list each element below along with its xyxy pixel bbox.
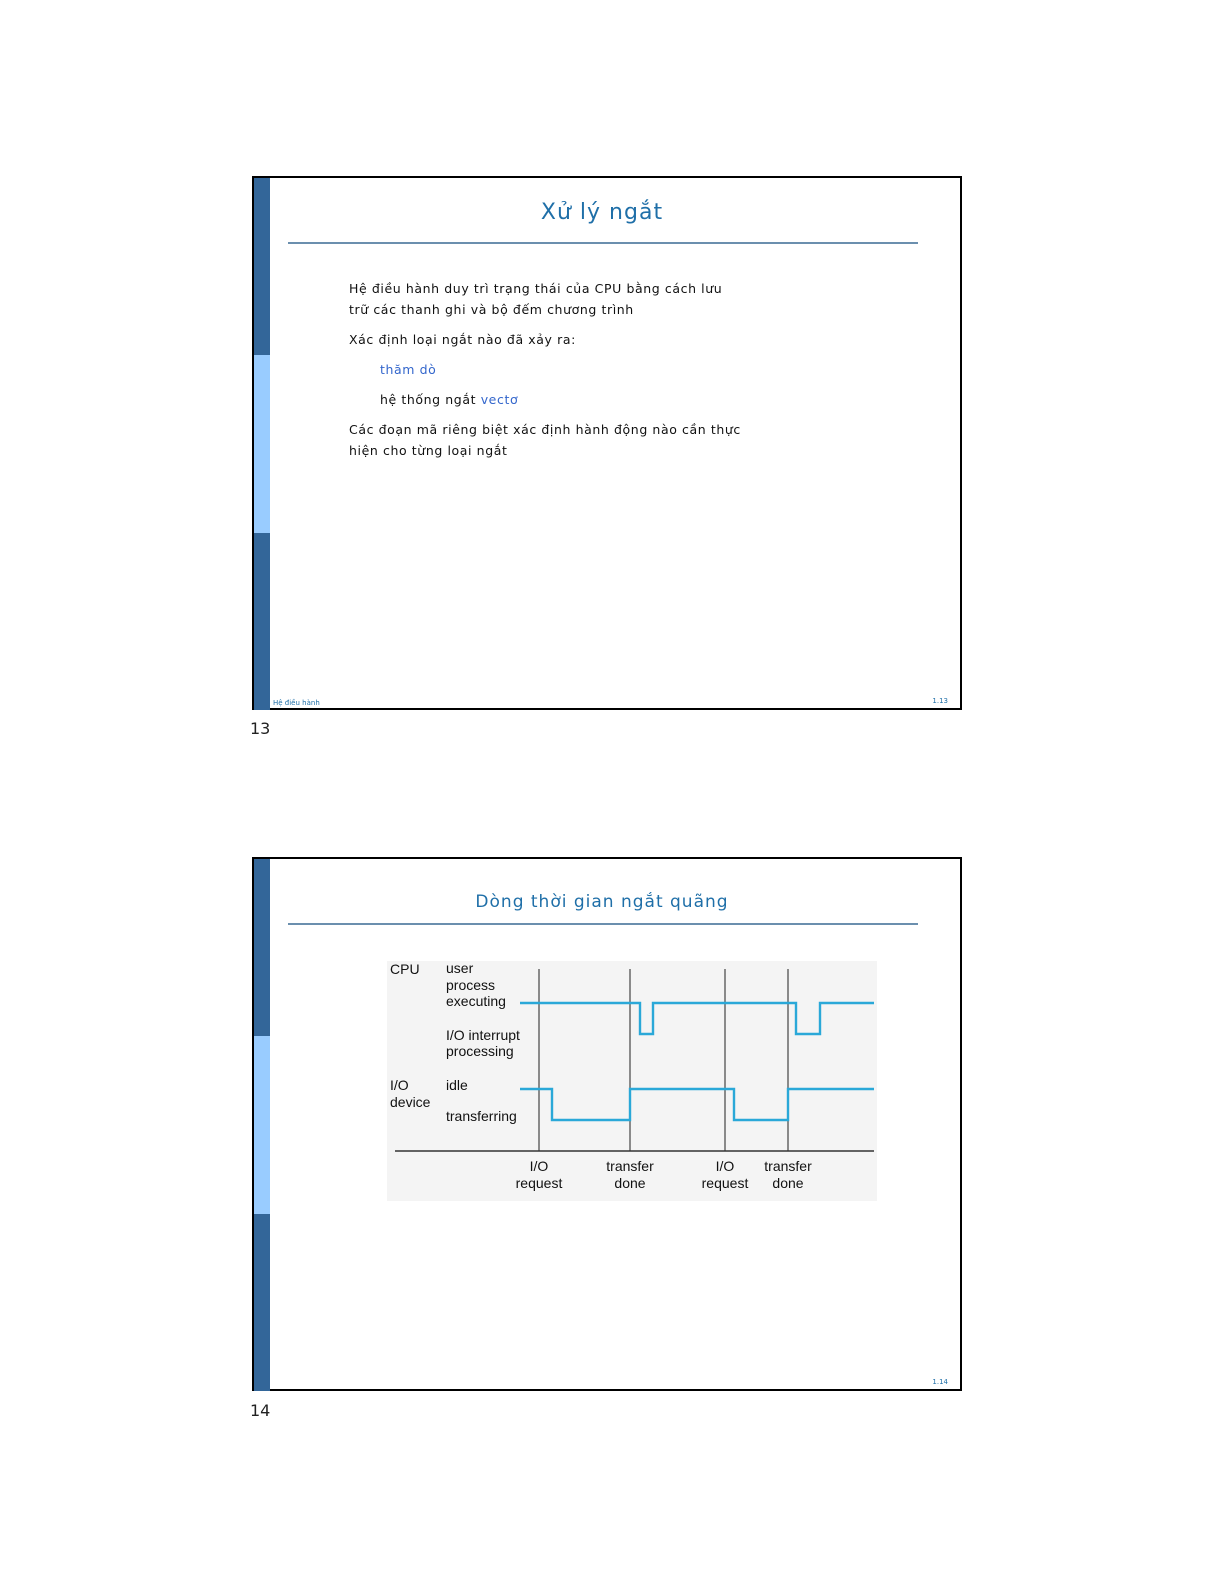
event-label: transfer — [764, 1158, 812, 1174]
event-label: request — [515, 1175, 563, 1191]
cpu-row-label: CPU — [390, 961, 420, 977]
timeline-svg — [387, 961, 877, 1201]
paragraph-line: Các đoạn mã riêng biệt xác định hành động nào cần thực — [349, 422, 741, 437]
state-label: idle — [446, 1077, 468, 1093]
bullet-text: hệ thống ngắt — [380, 392, 477, 407]
io-row-label: device — [390, 1094, 431, 1110]
interrupt-timeline-diagram — [387, 961, 877, 1201]
io-row-label: I/O — [390, 1077, 409, 1093]
slide-2 — [252, 857, 962, 1391]
footer-course-name: Hệ điều hành — [273, 699, 320, 707]
io-device-activity-line — [520, 1089, 874, 1120]
state-label: user — [446, 961, 474, 976]
slide-1 — [252, 176, 962, 710]
paragraph — [349, 419, 789, 461]
paragraph-line: trữ các thanh ghi và bộ đếm chương trình — [349, 302, 634, 317]
title-divider — [288, 923, 918, 925]
footer-slide-number: 1.13 — [932, 697, 948, 705]
bullet-item — [349, 389, 789, 410]
bullet-item: thăm dò — [380, 362, 437, 377]
footer-slide-number: 1.14 — [932, 1378, 948, 1386]
title-divider — [288, 242, 918, 244]
slide-body — [349, 278, 789, 470]
paragraph-line: hiện cho từng loại ngắt — [349, 443, 508, 458]
slide-title: Dòng thời gian ngắt quãng — [475, 892, 729, 912]
state-label: executing — [446, 993, 506, 1009]
sidebar-segment — [254, 355, 270, 533]
bullet-highlight: vectơ — [480, 392, 519, 407]
sidebar-segment — [254, 859, 270, 1036]
sidebar-segment — [254, 1036, 270, 1214]
sidebar-segment — [254, 178, 270, 355]
state-label: I/O interrupt — [446, 1027, 520, 1043]
state-label: transferring — [446, 1108, 517, 1124]
event-label: done — [614, 1175, 646, 1191]
state-label: process — [446, 977, 496, 993]
slide-title: Xử lý ngắt — [540, 200, 664, 225]
paragraph-line: Hệ điều hành duy trì trạng thái của CPU bằng cách lưu — [349, 281, 723, 296]
cpu-activity-line — [520, 1003, 874, 1034]
paragraph: Xác định loại ngắt nào đã xảy ra: — [349, 332, 576, 347]
slide-sidebar — [254, 859, 270, 1389]
paragraph — [349, 278, 789, 320]
page-number: 13 — [250, 719, 271, 738]
event-label: I/O — [529, 1158, 549, 1174]
slide-sidebar — [254, 178, 270, 708]
event-label: request — [701, 1175, 749, 1191]
sidebar-segment — [254, 1214, 270, 1391]
event-label: done — [772, 1175, 804, 1191]
event-label: transfer — [606, 1158, 654, 1174]
state-label: processing — [446, 1043, 514, 1059]
page-number: 14 — [250, 1401, 271, 1420]
event-label: I/O — [715, 1158, 735, 1174]
sidebar-segment — [254, 533, 270, 710]
